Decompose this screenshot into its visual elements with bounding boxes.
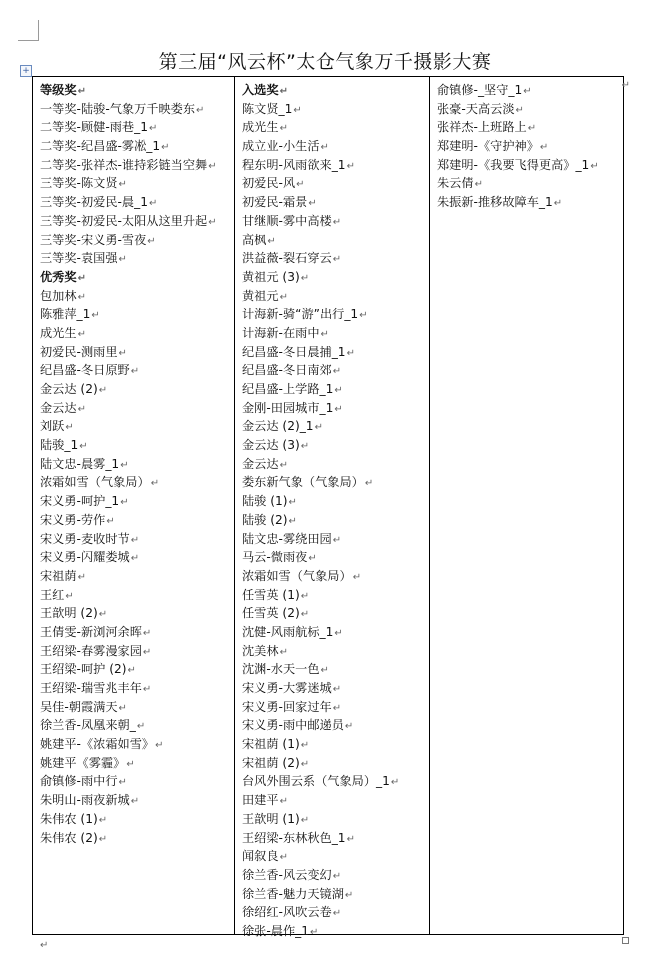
entry-line <box>242 735 429 754</box>
entry-line <box>242 324 429 343</box>
entry-text: 成光生 <box>40 325 77 340</box>
paragraph-mark: ↵ <box>279 459 288 471</box>
entry-line <box>40 642 234 661</box>
entry-line <box>242 193 429 212</box>
entry-text: 包加林 <box>40 288 77 303</box>
paragraph-mark: ↵ <box>98 833 108 845</box>
entry-line <box>40 287 234 306</box>
paragraph-mark: ↵ <box>515 104 524 116</box>
paragraph-mark: ↵ <box>126 758 135 770</box>
paragraph-mark: ↵ <box>300 740 310 752</box>
entry-text: 二等奖-顾健-雨巷_1 <box>40 120 148 135</box>
entry-text: 陆文忠-晨雾_1 <box>40 456 120 471</box>
entry-text: 吴佳-朝霞满天 <box>40 699 118 714</box>
paragraph-mark: ↵ <box>320 328 329 340</box>
paragraph-mark: ↵ <box>300 590 310 602</box>
entry-text: 王绍梁-东林秋色_1 <box>242 830 346 845</box>
paragraph-mark: ↵ <box>346 160 355 172</box>
paragraph-mark: ↵ <box>267 235 276 247</box>
entry-line <box>242 829 429 848</box>
paragraph-mark: ↵ <box>118 347 127 359</box>
paragraph-mark: ↵ <box>142 684 152 695</box>
entry-text: 纪昌盛-上学路_1 <box>242 382 334 396</box>
entry-text: 三等奖-初爱民-晨_1 <box>40 195 148 210</box>
entry-text: 甘继顺-雾中高楼 <box>242 213 332 228</box>
entry-text: 朱明山-雨夜新城 <box>40 793 130 808</box>
entry-line <box>242 810 429 829</box>
entry-text: 王绍梁-瑞雪兆丰年 <box>40 681 142 695</box>
paragraph-mark: ↵ <box>120 459 129 471</box>
paragraph-mark: ↵ <box>130 366 140 378</box>
paragraph-mark: ↵ <box>527 123 537 135</box>
entry-text: 浓霜如雪（气象局） <box>242 568 352 583</box>
entry-line <box>242 380 429 399</box>
paragraph-mark: ↵ <box>364 478 374 490</box>
entry-line <box>40 716 234 735</box>
entry-text: 等级奖 <box>40 83 77 97</box>
entry-line <box>40 305 234 324</box>
entry-line <box>242 137 429 156</box>
paragraph-mark: ↵ <box>118 702 127 714</box>
paragraph-mark: ↵ <box>296 179 305 191</box>
entry-line <box>40 530 234 549</box>
paragraph-mark: ↵ <box>208 160 217 172</box>
entry-line <box>40 118 234 137</box>
paragraph-mark: ↵ <box>390 777 400 789</box>
entry-line <box>40 399 234 418</box>
entry-text: 沈健-风雨航标_1 <box>242 624 334 639</box>
entry-text: 闻叙良 <box>242 849 279 864</box>
entry-line <box>40 829 234 848</box>
entry-line <box>242 511 429 530</box>
entry-text: 金云达 <box>40 400 77 415</box>
paragraph-mark: ↵ <box>334 627 343 639</box>
entry-line <box>242 716 429 735</box>
entry-line <box>242 268 429 287</box>
entry-text: 郑建明-《我要飞得更高》_1 <box>437 157 590 172</box>
entry-line <box>242 343 429 362</box>
entry-line <box>242 174 429 193</box>
entry-line <box>242 642 429 661</box>
paragraph-mark: ↵ <box>279 852 288 864</box>
entry-line <box>242 399 429 418</box>
entry-text: 宋义勇-呵护_1 <box>40 494 120 509</box>
paragraph-mark: ↵ <box>77 86 86 97</box>
paragraph-mark: ↵ <box>77 571 86 583</box>
entry-text: 宋义勇-闪耀娄城 <box>40 550 130 565</box>
entry-text: 金云达 (2)_1 <box>242 419 314 434</box>
entry-line <box>242 586 429 605</box>
paragraph-mark: ↵ <box>308 553 317 565</box>
entry-text: 金刚-田园城市_1 <box>242 400 334 415</box>
entry-text: 二等奖-张祥杰-谁持彩链当空舞 <box>40 157 208 172</box>
entry-text: 黄祖元 (3) <box>242 269 300 284</box>
entry-line <box>242 118 429 137</box>
entry-line <box>40 735 234 754</box>
entry-text: 陆骏 (2) <box>242 512 288 527</box>
paragraph-mark: ↵ <box>308 198 317 210</box>
paragraph-mark: ↵ <box>332 534 342 546</box>
paragraph-mark: ↵ <box>279 796 288 808</box>
paragraph-mark: ↵ <box>65 590 74 602</box>
paragraph-mark: ↵ <box>150 478 160 490</box>
paragraph-mark: ↵ <box>118 179 127 191</box>
entry-line <box>242 866 429 885</box>
entry-line <box>242 287 429 306</box>
entry-line <box>437 100 623 119</box>
paragraph-mark: ↵ <box>130 796 140 808</box>
paragraph-mark: ↵ <box>65 422 74 434</box>
entry-text: 金云达 <box>242 456 279 471</box>
entry-line <box>242 922 429 941</box>
entry-text: 二等奖-纪昌盛-雾凇_1 <box>40 139 161 154</box>
paragraph-mark: ↵ <box>288 515 297 527</box>
entry-line <box>40 324 234 343</box>
table-resize-handle[interactable] <box>622 937 629 944</box>
entry-text: 宋祖荫 <box>40 568 77 583</box>
entry-line <box>242 455 429 474</box>
entry-line <box>40 455 234 474</box>
paragraph-mark: ↵ <box>334 385 343 396</box>
paragraph-mark: ↵ <box>77 328 86 340</box>
paragraph-mark: ↵ <box>130 553 140 565</box>
paragraph-mark: ↵ <box>118 777 127 789</box>
entry-text: 朱云倩 <box>437 176 474 191</box>
entry-text: 朱伟农 (2) <box>40 830 98 845</box>
paragraph-mark: ↵ <box>40 940 49 951</box>
entry-text: 计海新-骑“游”出行_1 <box>242 307 359 322</box>
paragraph-mark: ↵ <box>300 272 310 284</box>
paragraph-mark: ↵ <box>474 179 483 191</box>
paragraph-mark: ↵ <box>553 198 563 210</box>
paragraph-mark: ↵ <box>79 441 88 453</box>
paragraph-mark: ↵ <box>136 721 146 733</box>
table-column-1 <box>33 77 235 934</box>
paragraph-mark: ↵ <box>196 104 205 116</box>
paragraph-mark: ↵ <box>279 646 288 658</box>
entry-line <box>40 156 234 175</box>
entry-text: 三等奖-陈文贤 <box>40 176 118 191</box>
entry-text: 高枫 <box>242 232 267 247</box>
entry-line <box>437 193 623 212</box>
entry-text: 王歆明 (2) <box>40 606 98 621</box>
awards-table <box>32 76 624 938</box>
entry-text: 初爱民-霜景 <box>242 195 308 210</box>
table-move-handle-icon[interactable]: + <box>20 65 32 77</box>
paragraph-mark: ↵ <box>320 665 329 677</box>
paragraph-mark: ↵ <box>161 142 170 154</box>
entry-line <box>40 810 234 829</box>
entry-text: 张豪-天高云淡 <box>437 101 515 116</box>
paragraph-mark: ↵ <box>279 123 288 135</box>
entry-text: 田建平 <box>242 793 279 808</box>
paragraph-mark: ↵ <box>352 571 362 583</box>
entry-line <box>242 530 429 549</box>
entry-line <box>40 623 234 642</box>
entry-text: 金云达 (2) <box>40 382 98 396</box>
paragraph-mark: ↵ <box>155 740 164 752</box>
entry-text: 纪昌盛-冬日南郊 <box>242 363 332 378</box>
paragraph-mark: ↵ <box>208 216 217 228</box>
paragraph-mark: ↵ <box>98 385 108 396</box>
entry-line <box>242 698 429 717</box>
entry-line <box>40 100 234 119</box>
entry-line <box>242 417 429 436</box>
entry-text: 沈渊-水天一色 <box>242 662 320 677</box>
entry-line <box>40 436 234 455</box>
paragraph-mark: ↵ <box>98 609 108 621</box>
entry-text: 陆骏 (1) <box>242 494 288 509</box>
entry-text: 沈美林 <box>242 643 279 658</box>
entry-text: 入选奖 <box>242 83 279 97</box>
section-heading <box>40 268 234 287</box>
paragraph-mark: ↵ <box>334 403 343 415</box>
paragraph-mark: ↵ <box>127 665 136 677</box>
paragraph-mark: ↵ <box>147 235 156 247</box>
paragraph-mark: ↵ <box>300 814 310 826</box>
entry-line <box>40 660 234 679</box>
paragraph-mark: ↵ <box>344 889 354 901</box>
entry-line <box>40 586 234 605</box>
entry-text: 宋义勇-劳作 <box>40 512 106 527</box>
paragraph-mark: ↵ <box>120 497 129 509</box>
entry-text: 宋义勇-大雾迷城 <box>242 681 332 695</box>
entry-text: 初爱民-风 <box>242 176 296 191</box>
entry-text: 金云达 (3) <box>242 438 300 453</box>
entry-line <box>242 623 429 642</box>
entry-text: 俞镇修-雨中行 <box>40 774 118 789</box>
entry-line <box>242 772 429 791</box>
paragraph-mark: ↵ <box>346 833 355 845</box>
row-end-mark: ↵ <box>621 80 630 91</box>
entry-text: 宋义勇-雨中邮递员 <box>242 718 344 733</box>
entry-text: 郑建明-《守护神》 <box>437 139 539 154</box>
paragraph-mark: ↵ <box>148 123 158 135</box>
entry-line <box>40 679 234 698</box>
entry-text: 陈文贤_1 <box>242 101 293 116</box>
entry-line <box>40 492 234 511</box>
entry-line <box>437 156 623 175</box>
entry-line <box>242 847 429 866</box>
entry-text: 徐兰香-风云变幻 <box>242 867 332 882</box>
entry-line <box>242 212 429 231</box>
entry-line <box>40 249 234 268</box>
paragraph-mark: ↵ <box>310 926 319 938</box>
entry-line <box>242 791 429 810</box>
entry-text: 马云-微雨夜 <box>242 550 308 565</box>
entry-text: 程东明-风雨欲来_1 <box>242 157 346 172</box>
paragraph-mark: ↵ <box>142 627 152 639</box>
paragraph-mark: ↵ <box>77 403 86 415</box>
entry-text: 王倩雯-新浏河余晖 <box>40 624 142 639</box>
paragraph-mark: ↵ <box>300 758 310 770</box>
paragraph-mark: ↵ <box>293 104 302 116</box>
paragraph-mark: ↵ <box>279 291 288 303</box>
paragraph-mark: ↵ <box>77 291 86 303</box>
entry-line <box>242 903 429 922</box>
entry-text: 姚建平《雾霾》 <box>40 755 126 770</box>
entry-text: 宋祖荫 (1) <box>242 737 300 752</box>
entry-line <box>40 548 234 567</box>
entry-line <box>437 137 623 156</box>
entry-text: 陆骏_1 <box>40 438 79 453</box>
entry-text: 陈雅萍_1 <box>40 307 91 322</box>
entry-line <box>242 492 429 511</box>
paragraph-mark: ↵ <box>91 310 100 322</box>
paragraph-mark: ↵ <box>539 142 549 154</box>
entry-text: 浓霜如雪（气象局） <box>40 475 150 490</box>
entry-line <box>40 343 234 362</box>
entry-text: 陆文忠-雾绕田园 <box>242 531 332 546</box>
table-column-3 <box>430 77 623 934</box>
paragraph-mark: ↵ <box>332 254 342 266</box>
entry-line <box>40 137 234 156</box>
entry-text: 任雪英 (1) <box>242 587 300 602</box>
entry-line <box>242 604 429 623</box>
section-heading <box>40 81 234 100</box>
entry-line <box>40 380 234 399</box>
paragraph-mark: ↵ <box>142 646 152 658</box>
entry-text: 三等奖-宋义勇-雪夜 <box>40 232 147 247</box>
paragraph-mark: ↵ <box>77 272 86 284</box>
paragraph-mark: ↵ <box>314 422 323 434</box>
entry-line <box>242 156 429 175</box>
paragraph-mark: ↵ <box>98 814 108 826</box>
entry-text: 三等奖-初爱民-太阳从这里升起 <box>40 213 208 228</box>
paragraph-mark: ↵ <box>344 721 354 733</box>
paragraph-mark: ↵ <box>118 254 127 266</box>
entry-text: 成光生 <box>242 120 279 135</box>
entry-text: 宋义勇-回家过年 <box>242 699 332 714</box>
entry-text: 优秀奖 <box>40 269 77 284</box>
entry-line <box>242 548 429 567</box>
entry-line <box>242 754 429 773</box>
entry-line <box>437 81 623 100</box>
entry-line <box>437 174 623 193</box>
paragraph-mark: ↵ <box>332 684 342 695</box>
entry-line <box>40 231 234 250</box>
entry-text: 成立业-小生活 <box>242 139 320 154</box>
entry-text: 初爱民-测雨里 <box>40 344 118 359</box>
entry-text: 宋祖荫 (2) <box>242 755 300 770</box>
entry-text: 徐兰香-凤凰来朝_ <box>40 718 136 733</box>
entry-text: 王红 <box>40 587 65 602</box>
paragraph-mark: ↵ <box>148 198 158 210</box>
entry-text: 宋义勇-麦收时节 <box>40 531 130 546</box>
entry-text: 纪昌盛-冬日晨捕_1 <box>242 344 346 359</box>
entry-text: 朱振新-推移故障车_1 <box>437 195 553 210</box>
paragraph-mark: ↵ <box>288 497 297 509</box>
entry-line <box>40 417 234 436</box>
paragraph-mark: ↵ <box>279 86 288 97</box>
entry-line <box>242 679 429 698</box>
entry-line <box>40 361 234 380</box>
paragraph-mark: ↵ <box>332 216 342 228</box>
entry-line <box>40 772 234 791</box>
entry-text: 三等奖-袁国强 <box>40 251 118 266</box>
entry-text: 张祥杰-上班路上 <box>437 120 527 135</box>
paragraph-mark: ↵ <box>300 609 310 621</box>
paragraph-mark: ↵ <box>320 142 329 154</box>
paragraph-mark: ↵ <box>359 310 368 322</box>
table-column-2 <box>235 77 430 938</box>
entry-line <box>242 361 429 380</box>
entry-text: 一等奖-陆骏-气象万千映娄东 <box>40 101 196 116</box>
entry-line <box>40 193 234 212</box>
entry-text: 纪昌盛-冬日原野 <box>40 363 130 378</box>
entry-line <box>40 698 234 717</box>
paragraph-mark: ↵ <box>332 870 342 882</box>
entry-text: 计海新-在雨中 <box>242 325 320 340</box>
entry-line <box>40 567 234 586</box>
entry-text: 黄祖元 <box>242 288 279 303</box>
paragraph-mark: ↵ <box>332 908 342 920</box>
entry-text: 王绍梁-春雾漫家园 <box>40 643 142 658</box>
entry-line <box>242 885 429 904</box>
entry-line <box>40 212 234 231</box>
page-corner-marker <box>18 20 39 41</box>
entry-line <box>242 436 429 455</box>
entry-line <box>40 791 234 810</box>
entry-text: 王歆明 (1) <box>242 811 300 826</box>
entry-text: 洪益薇-裂石穿云 <box>242 251 332 266</box>
paragraph-mark: ↵ <box>106 515 115 527</box>
section-heading <box>242 81 429 100</box>
entry-text: 姚建平-《浓霜如雪》 <box>40 737 155 752</box>
entry-line <box>242 567 429 586</box>
entry-text: 俞镇修-_坚守_1 <box>437 83 523 97</box>
entry-line <box>40 604 234 623</box>
entry-line <box>40 754 234 773</box>
entry-line <box>40 473 234 492</box>
paragraph-mark: ↵ <box>346 347 355 359</box>
paragraph-mark: ↵ <box>130 534 140 546</box>
paragraph-mark: ↵ <box>590 160 599 172</box>
entry-line <box>40 174 234 193</box>
paragraph-mark: ↵ <box>332 702 342 714</box>
paragraph-mark: ↵ <box>300 441 310 453</box>
entry-text: 徐兰香-魅力天镜湖 <box>242 886 344 901</box>
entry-line <box>242 473 429 492</box>
entry-text: 娄东新气象（气象局） <box>242 475 364 490</box>
entry-line <box>437 118 623 137</box>
entry-line <box>242 231 429 250</box>
entry-text: 王绍梁-呵护 (2) <box>40 662 127 677</box>
paragraph-mark: ↵ <box>523 86 532 97</box>
entry-text: 刘跃 <box>40 419 65 434</box>
entry-text: 朱伟农 (1) <box>40 811 98 826</box>
document-title: 第三届“风云杯”太仓气象万千摄影大赛 <box>158 51 492 73</box>
entry-line <box>40 511 234 530</box>
entry-text: 徐张-晨作_1 <box>242 923 309 938</box>
entry-text: 台风外围云系（气象局）_1 <box>242 774 390 789</box>
entry-line <box>242 249 429 268</box>
paragraph-mark: ↵ <box>332 366 342 378</box>
entry-line <box>242 100 429 119</box>
entry-line <box>242 305 429 324</box>
entry-text: 徐绍红-风吹云卷 <box>242 905 332 920</box>
entry-text: 任雪英 (2) <box>242 606 300 621</box>
entry-line <box>242 660 429 679</box>
